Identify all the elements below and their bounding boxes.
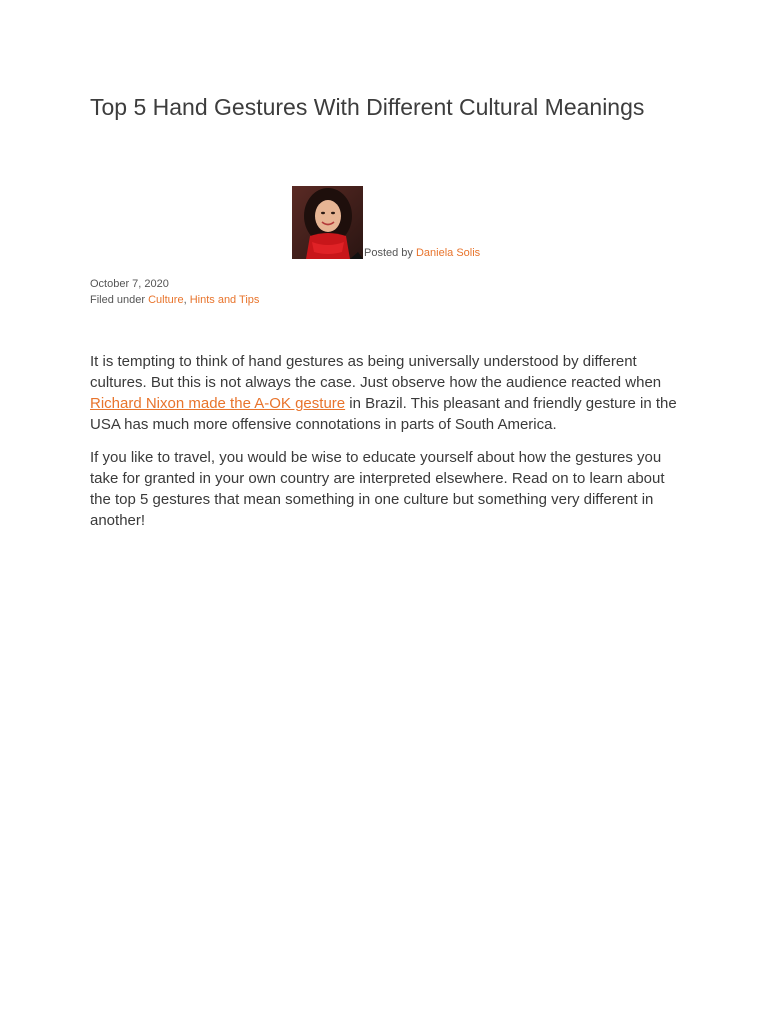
filed-under-label: Filed under: [90, 293, 146, 306]
category-link-hints-and-tips[interactable]: Hints and Tips: [189, 293, 260, 306]
category-separator: ,: [183, 293, 187, 306]
posted-by-label: Posted by: [364, 247, 413, 259]
post-meta: [90, 277, 259, 308]
filed-under-line: [90, 293, 259, 309]
paragraph-1-text-end: in Brazil. This pleasant and friendly gesture in the USA has much more offensive connotations in parts of South America.: [90, 395, 677, 433]
post-date: October 7, 2020: [90, 278, 169, 290]
posted-by-line: [364, 247, 480, 259]
paragraph-2: If you like to travel, you would be wise to educate yourself about how the gestures you take for granted in your own country are interpreted elsewhere. Read on to learn about the top 5 gestures that mean something in one culture but something very different in another!: [90, 449, 665, 529]
author-avatar[interactable]: [292, 186, 363, 259]
paragraph-1-text-start: It is tempting to think of hand gestures as being universally understood by different cultures. But this is not always the case. Just observe how the audience reacted when: [90, 353, 662, 391]
article-body: [90, 351, 680, 543]
author-name-link[interactable]: Daniela Solis: [415, 247, 481, 259]
nixon-gesture-link[interactable]: Richard Nixon made the A-OK gesture: [90, 395, 346, 412]
category-link-culture[interactable]: Culture: [148, 293, 184, 306]
paragraph-1: [90, 351, 680, 435]
author-byline: [292, 185, 480, 259]
article-title: Top 5 Hand Gestures With Different Cultural Meanings: [90, 94, 645, 120]
